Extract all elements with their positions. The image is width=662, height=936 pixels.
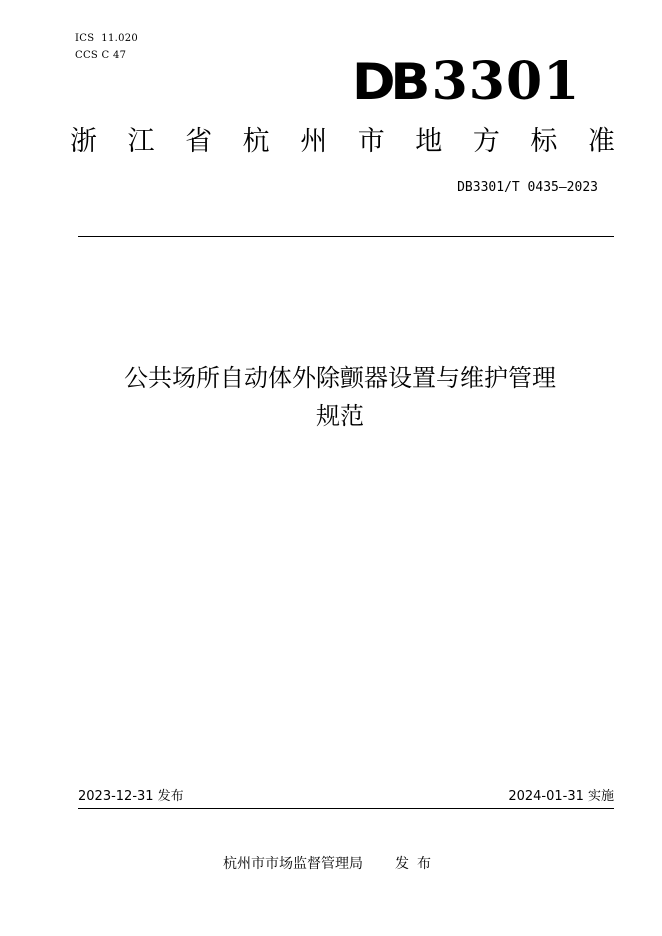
standard-number: DB3301/T 0435—2023 [457, 180, 598, 195]
publisher-action: 发布 [395, 856, 439, 872]
db-logo-letters: DB [352, 53, 426, 111]
ccs-code: CCS C 47 [75, 50, 127, 61]
implementation-date: 2024-01-31 实施 [508, 789, 614, 804]
standard-type-heading [70, 125, 615, 159]
db-logo [352, 51, 581, 112]
standard-type-char: 地 [415, 126, 443, 157]
document-title-line-2: 规范 [316, 402, 364, 430]
standard-type-char: 标 [530, 126, 558, 157]
db-logo-number: 3301 [431, 51, 581, 112]
standard-type-char: 方 [472, 126, 500, 157]
publisher-line [0, 855, 662, 873]
standard-type-char: 州 [300, 126, 328, 157]
top-divider [78, 236, 614, 237]
issue-date: 2023-12-31 发布 [78, 789, 184, 804]
standard-type-char: 省 [185, 126, 213, 157]
ics-code: ICS 11.020 [75, 33, 139, 44]
standard-type-char: 浙 [70, 126, 97, 157]
document-title-line-1: 公共场所自动体外除颤器设置与维护管理 [124, 364, 556, 392]
standard-type-char: 准 [587, 126, 615, 157]
bottom-divider [78, 808, 614, 809]
standard-type-char: 江 [127, 126, 155, 157]
publisher-name: 杭州市市场监督管理局 [223, 856, 363, 872]
standard-type-char: 市 [357, 126, 385, 157]
standard-type-char: 杭 [242, 126, 270, 157]
